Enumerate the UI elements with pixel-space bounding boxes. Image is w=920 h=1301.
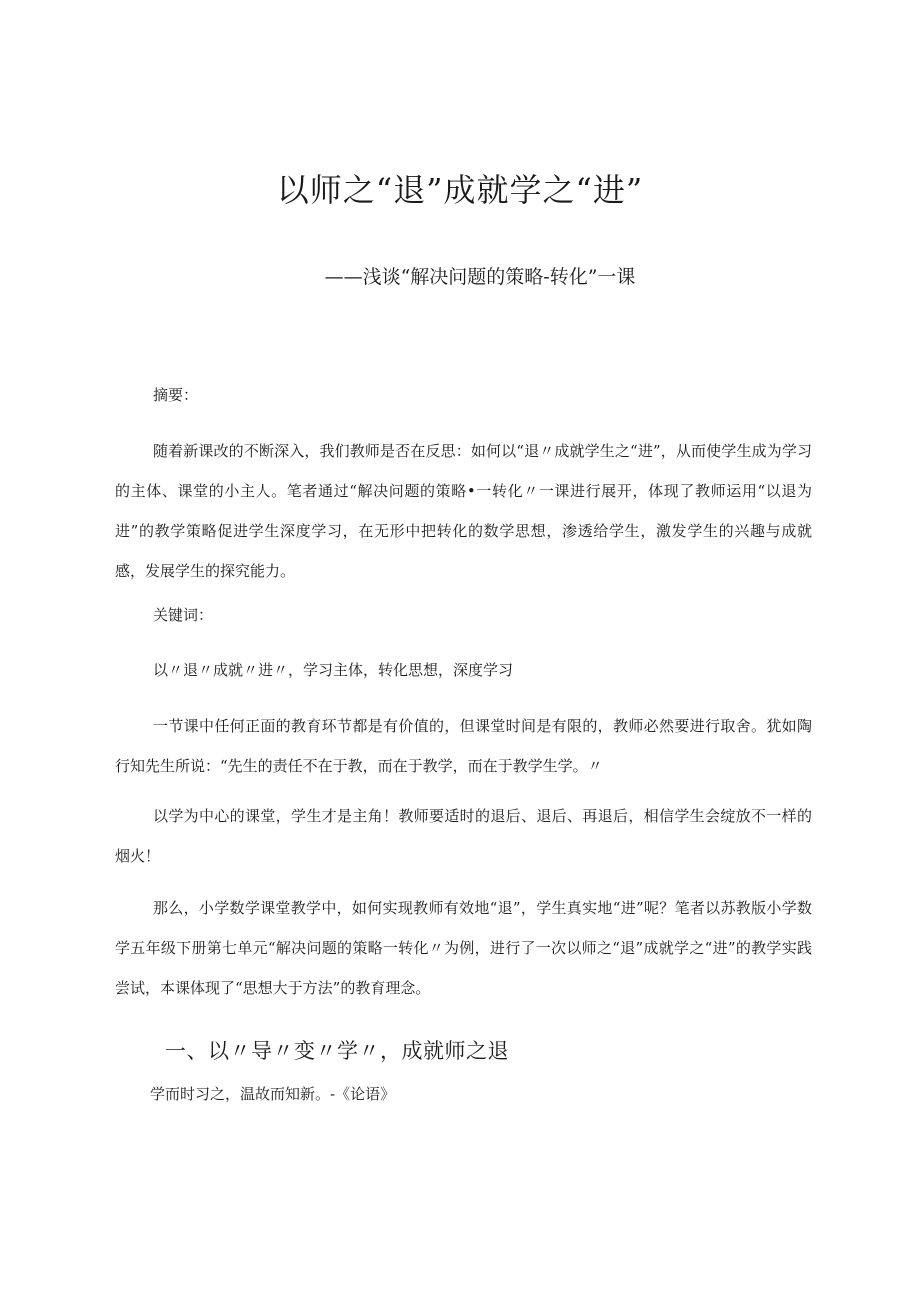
document-subtitle: ——浅谈“解决问题的策略-转化”一课 — [324, 266, 636, 288]
body-paragraph-1: 一节课中任何正面的教育环节都是有价值的，但课堂时间是有限的，教师必然要进行取舍。犹如陶行知先生所说：“先生的责任不在于教，而在于教学，而在于教学生学。〃 — [115, 717, 812, 775]
keywords-label: 关键词： — [153, 606, 214, 624]
body-paragraph-2: 以学为中心的课堂，学生才是主角！教师要适时的退后、退后、再退后，相信学生会绽放不一样的烟火！ — [115, 807, 812, 865]
document-title: 以师之“退”成就学之“进” — [276, 171, 644, 209]
abstract-label: 摘要： — [153, 386, 199, 404]
body-paragraph-3: 那么，小学数学课堂教学中，如何实现教师有效地“退”，学生真实地“进”呢？笔者以苏教版小学数学五年级下册第七单元“解决问题的策略一转化〃为例，进行了一次以师之“退”成就学之“进”的教学实践尝试，本课体现了“思想大于方法”的教育理念。 — [115, 899, 812, 997]
abstract-paragraph: 随着新课改的不断深入，我们教师是否在反思：如何以“退〃成就学生之“进”，从而使学生成为学习的主体、课堂的小主人。笔者通过“解决问题的策略•一转化〃一课进行展开，体现了教师运用“以退为进”的教学策略促进学生深度学习，在无形中把转化的数学思想，渗透给学生，激发学生的兴趣与成就感，发展学生的探究能力。 — [115, 442, 812, 580]
section-quote: 学而时习之，温故而知新。-《论语》 — [150, 1085, 396, 1103]
keywords-text: 以〃退〃成就〃进〃，学习主体，转化思想，深度学习 — [153, 661, 514, 679]
section-heading: 一、以〃导〃变〃学〃，成就师之退 — [165, 1039, 509, 1063]
